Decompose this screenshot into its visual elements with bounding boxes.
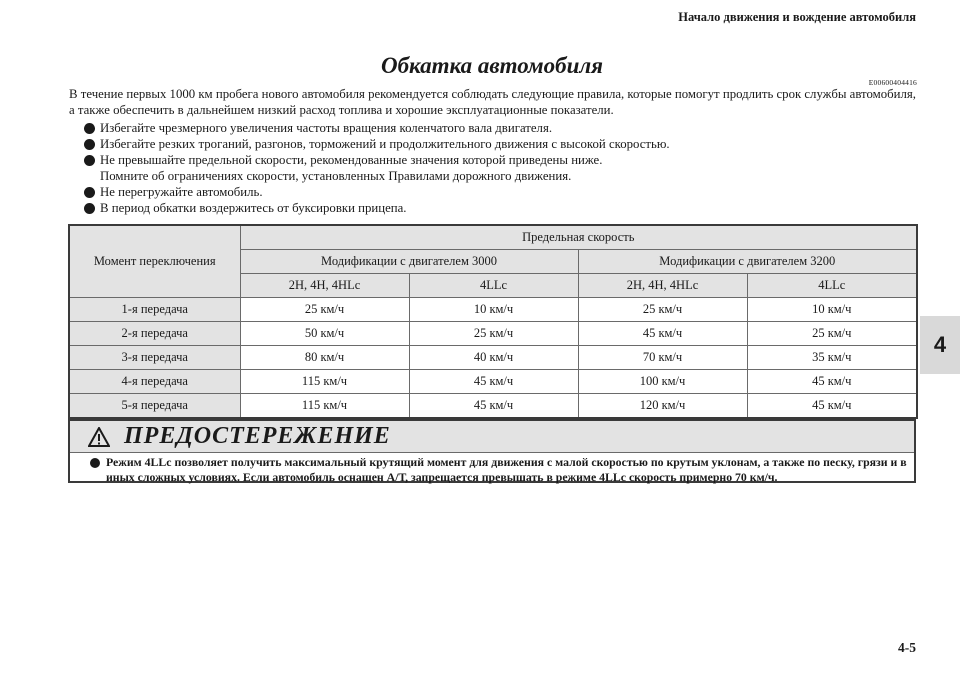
bullet-text: В период обкатки воздержитесь от буксировки прицепа.: [100, 201, 407, 215]
table-row-header: Момент переключения: [69, 225, 240, 298]
speed-cell: 45 км/ч: [409, 370, 578, 394]
speed-cell: 100 км/ч: [578, 370, 747, 394]
bullet-item: [0, 136, 670, 152]
gear-cell: 5-я передача: [69, 394, 240, 419]
table-mode-header: 4LLc: [747, 274, 917, 298]
speed-cell: 40 км/ч: [409, 346, 578, 370]
gear-cell: 3-я передача: [69, 346, 240, 370]
running-head: Начало движения и вождение автомобиля: [678, 10, 916, 24]
table-mode-header: 4LLc: [409, 274, 578, 298]
warning-triangle-icon: [88, 427, 110, 447]
speed-cell: 80 км/ч: [240, 346, 409, 370]
bullet-item: [0, 120, 670, 136]
bullet-dot-icon: [84, 139, 95, 150]
speed-cell: 50 км/ч: [240, 322, 409, 346]
bullet-dot-icon: [84, 203, 95, 214]
bullet-list: [0, 120, 670, 216]
speed-cell: 115 км/ч: [240, 394, 409, 419]
document-code: E00600404416: [868, 78, 917, 87]
bullet-text: Не превышайте предельной скорости, рекомендованные значения которой приведены ниже.: [100, 153, 603, 167]
gear-cell: 4-я передача: [69, 370, 240, 394]
table-speed-header: Предельная скорость: [240, 225, 917, 250]
bullet-text: Избегайте чрезмерного увеличения частоты вращения коленчатого вала двигателя.: [100, 121, 553, 135]
table-row: [69, 298, 917, 322]
speed-cell: 45 км/ч: [747, 394, 917, 419]
speed-cell: 45 км/ч: [747, 370, 917, 394]
table-row: [69, 370, 917, 394]
intro-paragraph: В течение первых 1000 км пробега нового автомобиля рекомендуется соблюдать следующие правила, которые помогут продлить срок службы автомобиля, а также обеспечить в дальнейшем низкий расход топлива и хорошие эксплуатационные показатели.: [69, 87, 916, 117]
speed-cell: 70 км/ч: [578, 346, 747, 370]
table-row: [69, 394, 917, 419]
warning-title: ПРЕДОСТЕРЕЖЕНИЕ: [124, 423, 391, 449]
warning-box: [68, 419, 916, 483]
speed-limit-table: [68, 224, 918, 419]
table-row: [69, 346, 917, 370]
chapter-tab: 4: [920, 316, 960, 374]
bullet-dot-icon: [84, 123, 95, 134]
speed-cell: 25 км/ч: [578, 298, 747, 322]
speed-cell: 120 км/ч: [578, 394, 747, 419]
table-row: [69, 322, 917, 346]
speed-cell: 45 км/ч: [578, 322, 747, 346]
speed-cell: 10 км/ч: [409, 298, 578, 322]
bullet-item: [0, 184, 670, 200]
bullet-dot-icon: [90, 458, 100, 468]
page-number: 4-5: [898, 640, 916, 655]
warning-text: Режим 4LLc позволяет получить максимальный крутящий момент для движения с малой скоростью по крутым уклонам, а также по песку, грязи и в иных сложных условиях. Если автомобиль оснащен А/Т, запрещается превышать в режиме 4LLc скорость примерно 70 км/ч.: [106, 455, 907, 484]
speed-cell: 25 км/ч: [747, 322, 917, 346]
gear-cell: 1-я передача: [69, 298, 240, 322]
table-mode-header: 2H, 4H, 4HLc: [240, 274, 409, 298]
bullet-subtext: Помните об ограничениях скорости, установленных Правилами дорожного движения.: [100, 169, 572, 183]
page-title: Обкатка автомобиля: [380, 53, 604, 78]
warning-body: [70, 453, 914, 485]
speed-cell: 10 км/ч: [747, 298, 917, 322]
bullet-item: [0, 200, 670, 216]
speed-cell: 115 км/ч: [240, 370, 409, 394]
warning-header: [70, 421, 914, 453]
table-engine-header: Модификации с двигателем 3200: [578, 250, 917, 274]
gear-cell: 2-я передача: [69, 322, 240, 346]
speed-cell: 45 км/ч: [409, 394, 578, 419]
table-engine-header: Модификации с двигателем 3000: [240, 250, 578, 274]
speed-cell: 25 км/ч: [409, 322, 578, 346]
bullet-dot-icon: [84, 187, 95, 198]
bullet-text: Не перегружайте автомобиль.: [100, 185, 263, 199]
bullet-item: [0, 152, 670, 184]
bullet-dot-icon: [84, 155, 95, 166]
bullet-text: Избегайте резких троганий, разгонов, торможений и продолжительного движения с высокой скоростью.: [100, 137, 670, 151]
table-mode-header: 2H, 4H, 4HLc: [578, 274, 747, 298]
speed-cell: 25 км/ч: [240, 298, 409, 322]
speed-cell: 35 км/ч: [747, 346, 917, 370]
